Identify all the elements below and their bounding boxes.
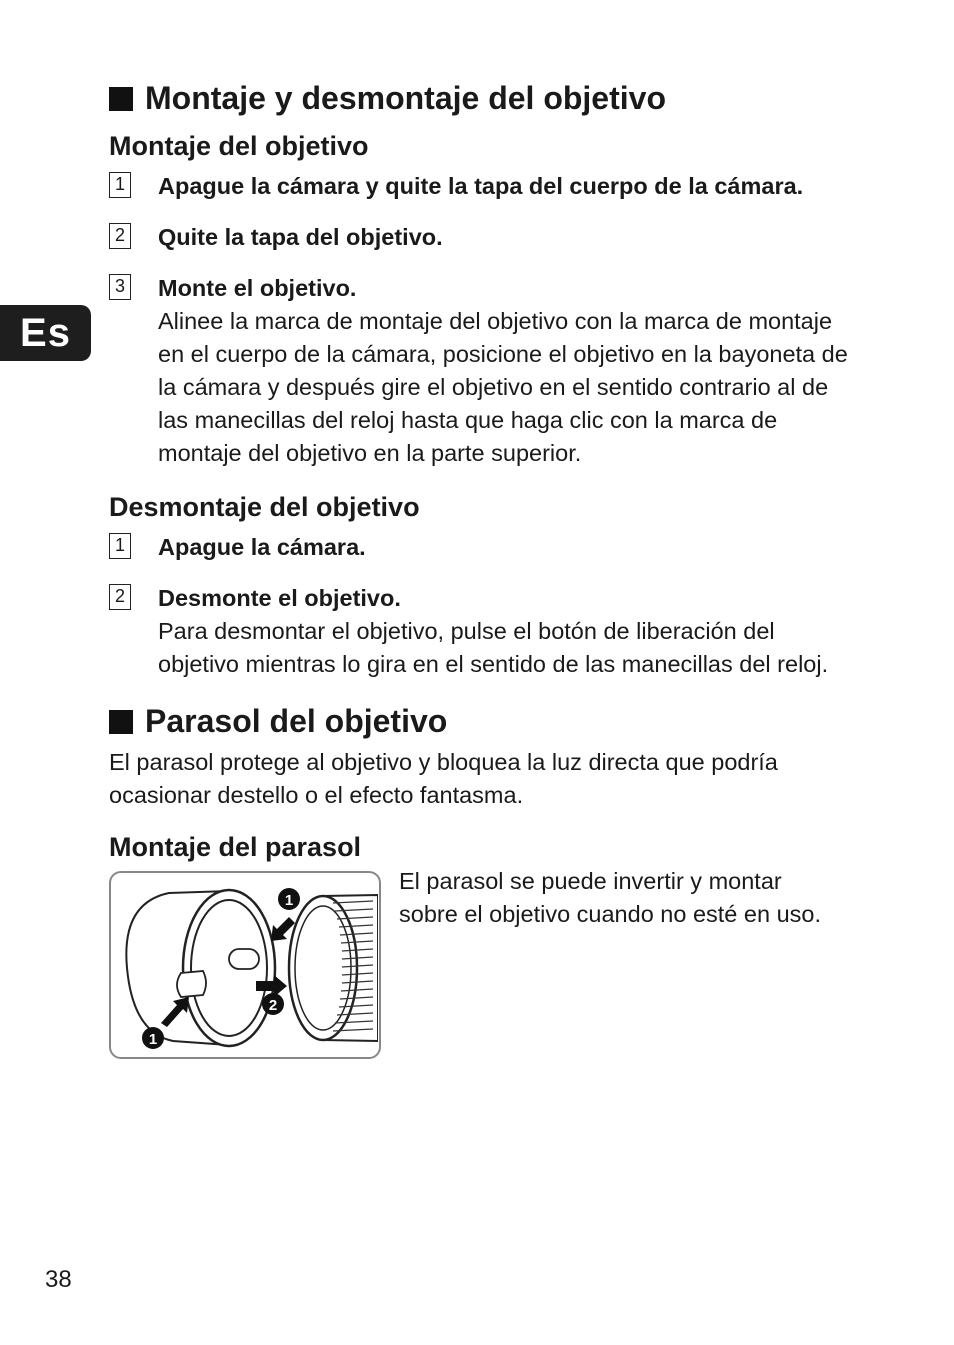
unmount-step-1 [109,531,849,564]
section-heading-lens-hood [109,703,849,740]
square-bullet-icon [109,87,133,111]
hood-mount-mark [229,949,259,969]
square-bullet-icon [109,710,133,734]
hood-description: El parasol se puede invertir y montar sobre el objetivo cuando no esté en uso. [399,868,821,927]
mount-step-3 [109,272,849,470]
step-title: Apague la cámara y quite la tapa del cuerpo de la cámara. [158,173,804,199]
step-title: Quite la tapa del objetivo. [158,224,443,250]
language-tab: Es [0,305,91,361]
subheading-mount-lens: Montaje del objetivo [109,131,369,161]
step-description: Alinee la marca de montaje del objetivo con la marca de montaje en el cuerpo de la cámara, posicione el objetivo en la bayoneta de la cámara y después gire el objetivo en el sentido contrario al de las manecillas del reloj hasta que haga clic con la marca de montaje del objetivo en la parte superior. [158,308,848,466]
step-title: Apague la cámara. [158,534,366,560]
subheading-unmount-lens: Desmontaje del objetivo [109,492,420,522]
svg-text:2: 2 [268,997,278,1014]
step-number: 2 [109,223,131,249]
hood-intro: El parasol protege al objetivo y bloquea la luz directa que podría ocasionar destello o el efecto fantasma. [109,749,778,808]
hood-illustration [109,871,381,1059]
step-number: 1 [109,533,131,559]
step-title: Desmonte el objetivo. [158,585,401,611]
callout-1-top [278,888,300,910]
hood-rim-inner [191,900,267,1036]
callout-2 [262,993,284,1015]
page-content [109,80,849,1059]
callout-1-bottom [142,1027,164,1049]
unmount-step-2 [109,582,849,681]
section-title: Parasol del objetivo [145,703,448,739]
step-title: Monte el objetivo. [158,275,357,301]
mount-step-1 [109,170,849,203]
section-title: Montaje y desmontaje del objetivo [145,80,666,116]
step-number: 3 [109,274,131,300]
step-number: 2 [109,584,131,610]
svg-text:1: 1 [284,892,294,909]
step-description: Para desmontar el objetivo, pulse el botón de liberación del objetivo mientras lo gira en el sentido de las manecillas del reloj. [158,618,829,677]
hood-diagram [111,873,378,1056]
svg-text:1: 1 [148,1031,158,1048]
step-number: 1 [109,172,131,198]
hood-figure-row [109,868,849,1059]
section-heading-lens-mounting [109,80,849,117]
hood-tab [177,971,206,997]
mount-step-2 [109,221,849,254]
page-number: 38 [45,1266,72,1293]
subheading-attach-hood: Montaje del parasol [109,832,362,862]
